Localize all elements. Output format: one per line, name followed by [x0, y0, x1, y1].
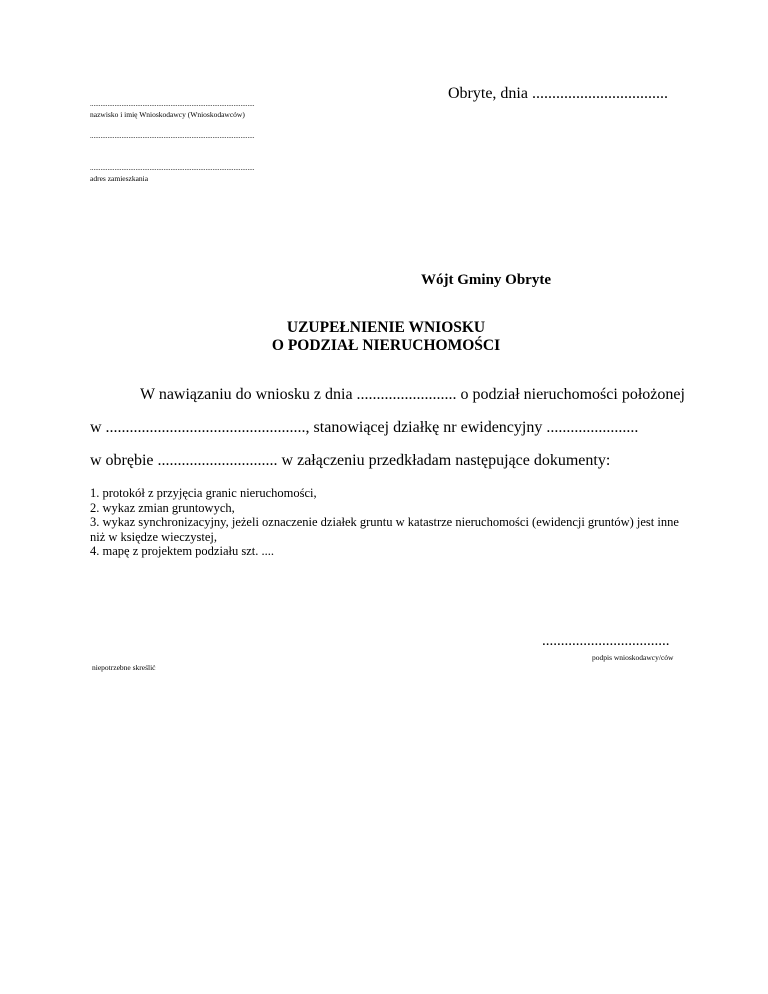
list-item: 3. wykaz synchronizacyjny, jeżeli oznaczenie działek gruntu w katastrze nieruchomości (ewidencji gruntów) jest inne niż w księdze wieczystej, [90, 515, 679, 544]
list-item: 1. protokół z przyjęcia granic nieruchomości, [90, 486, 317, 500]
list-item: 2. wykaz zmian gruntowych, [90, 500, 235, 515]
signature-dots: .................................. [542, 633, 670, 649]
applicant-name-dots: .............................................................................................. [90, 100, 255, 108]
body-paragraph-2: w .................................................., stanowiącej działkę nr ewidencyjny ....................... [90, 419, 639, 436]
body-paragraph-3: w obrębie .............................. w załączeniu przedkładam następujące dokumenty: [90, 452, 611, 469]
applicant-name-label: nazwisko i imię Wnioskodawcy (Wnioskodawców) [90, 110, 245, 119]
body-paragraph-1: W nawiązaniu do wniosku z dnia ......................... o podział nieruchomości położonej [140, 386, 685, 403]
footnote: niepotrzebne skreślić [92, 663, 156, 672]
applicant-address-dots: .............................................................................................. [90, 164, 255, 172]
documents-list [90, 486, 690, 559]
applicant-address-label: adres zamieszkania [90, 174, 149, 183]
signature-label: podpis wnioskodawcy/ców [592, 653, 674, 662]
applicant-extra-dots: .............................................................................................. [90, 132, 255, 140]
addressee: Wójt Gminy Obryte [421, 272, 551, 288]
document-title-line-1: UZUPEŁNIENIE WNIOSKU [286, 319, 486, 336]
document-title-line-2: O PODZIAŁ NIERUCHOMOŚCI [271, 337, 501, 354]
date-line: Obryte, dnia .................................. [448, 85, 668, 102]
list-item: 4. mapę z projektem podziału szt. .... [90, 544, 274, 558]
